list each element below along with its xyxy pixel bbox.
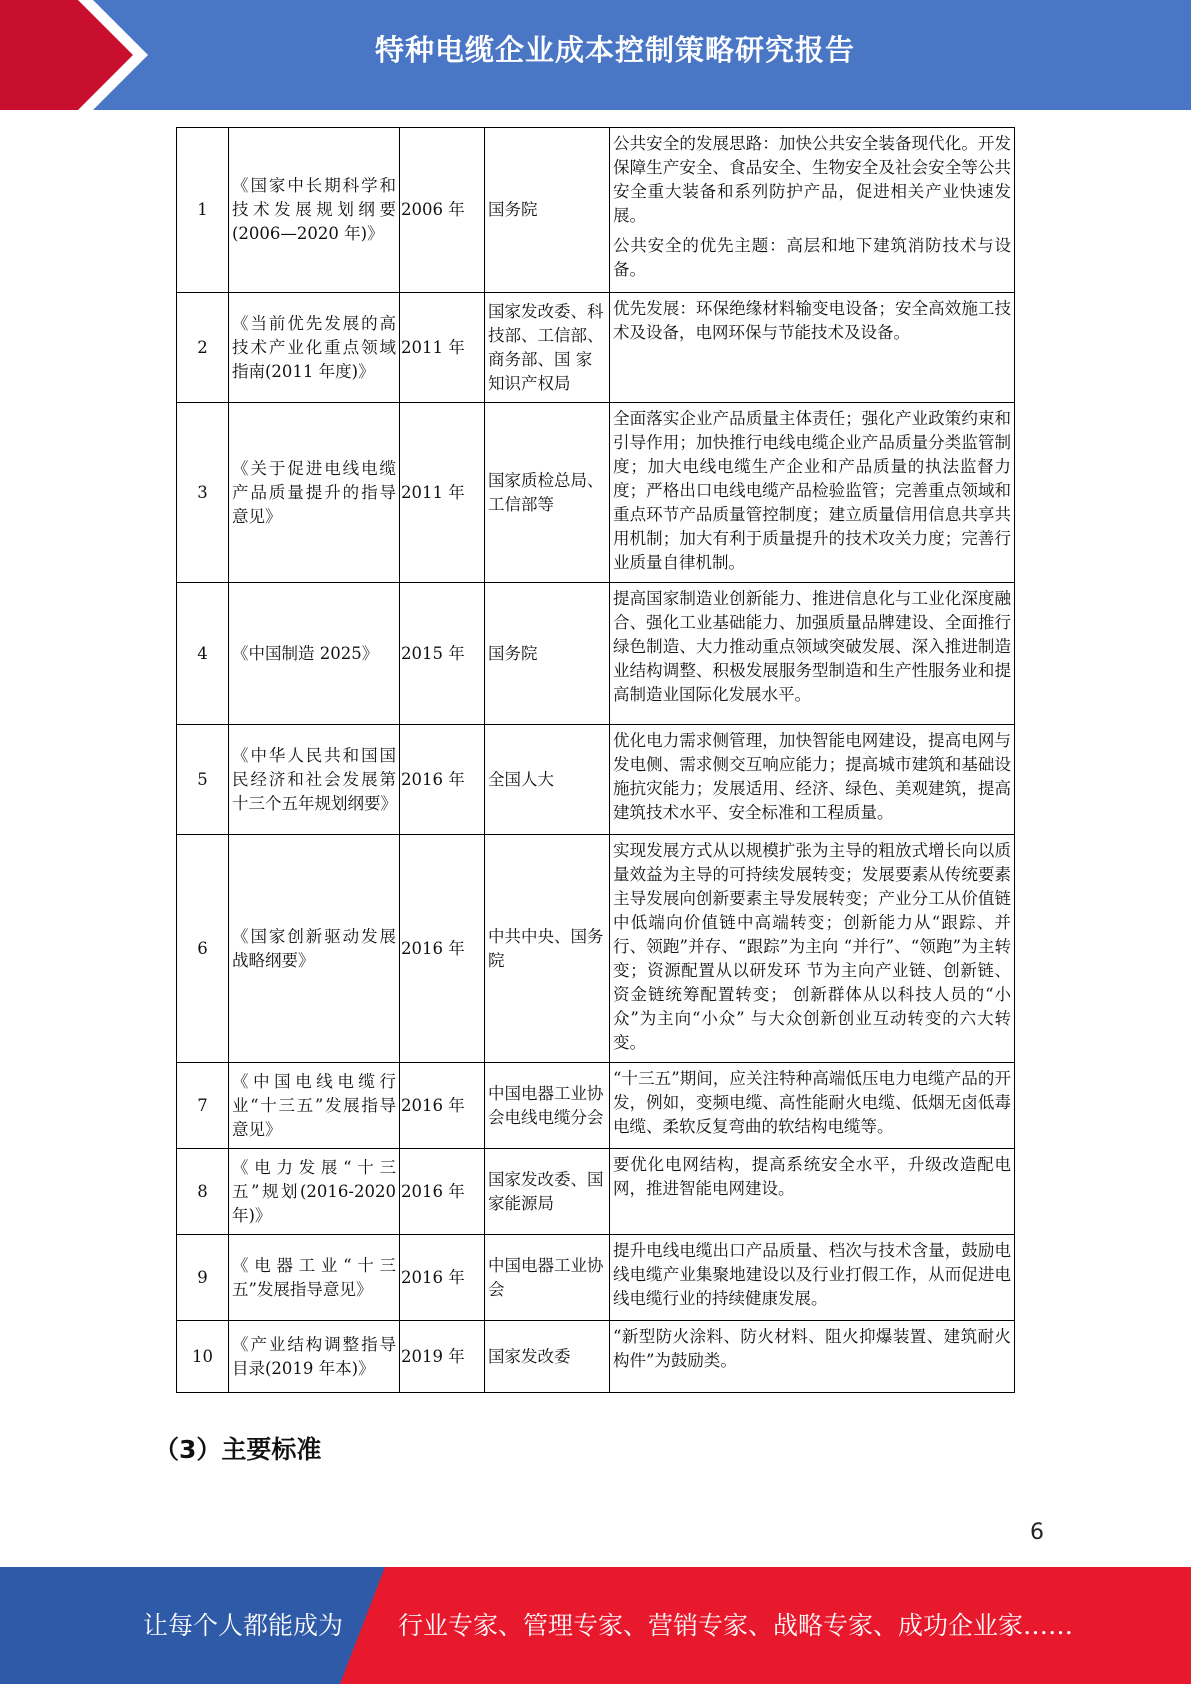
policy-table-container	[176, 127, 1014, 1393]
table-row	[177, 1063, 1015, 1149]
policy-year-cell: 2019 年	[400, 1321, 485, 1393]
issuing-department-cell: 国家发改委、国家能源局	[485, 1149, 610, 1235]
policy-table	[176, 127, 1015, 1393]
report-title: 特种电缆企业成本控制策略研究报告	[374, 33, 855, 67]
table-row	[177, 1321, 1015, 1393]
table-row	[177, 583, 1015, 725]
page-footer-banner	[0, 1567, 1191, 1684]
row-number-cell: 10	[177, 1321, 229, 1393]
row-number-cell: 1	[177, 128, 229, 293]
page-number: 6	[1030, 1520, 1044, 1545]
footer-slogan-right: 行业专家、管理专家、营销专家、战略专家、成功企业家……	[398, 1611, 1074, 1640]
table-row	[177, 1235, 1015, 1321]
issuing-department-cell: 中国电器工业协会	[485, 1235, 610, 1321]
policy-year-cell: 2011 年	[400, 293, 485, 403]
policy-content-cell	[610, 403, 1015, 583]
policy-content-paragraph: 全面落实企业产品质量主体责任；强化产业政策约束和引导作用；加快推行电线电缆企业产品质量分类监管制度；加大电线电缆生产企业和产品质量的执法监督力度；严格出口电线电缆产品检验监管；完善重点领域和重点环节产品质量管控制度；建立质量信用信息共享共用机制；加大有利于质量提升的技术攻关力度；完善行业质量自律机制。	[613, 409, 1011, 572]
issuing-department-cell: 国家发改委	[485, 1321, 610, 1393]
footer-slogan-left: 让每个人都能成为	[143, 1611, 344, 1640]
policy-content-paragraph: “新型防火涂料、防火材料、阻火抑爆装置、建筑耐火构件”为鼓励类。	[613, 1327, 1011, 1370]
policy-content-paragraph: 要优化电网结构，提高系统安全水平，升级改造配电网，推进智能电网建设。	[613, 1155, 1011, 1198]
policy-content-cell	[610, 725, 1015, 835]
row-number-cell: 5	[177, 725, 229, 835]
row-number-cell: 9	[177, 1235, 229, 1321]
table-row	[177, 128, 1015, 293]
policy-year-cell: 2016 年	[400, 1063, 485, 1149]
table-row	[177, 293, 1015, 403]
policy-name-cell: 《关于促进电线电缆产品质量提升的指导意见》	[229, 403, 400, 583]
policy-year-cell: 2016 年	[400, 1235, 485, 1321]
page-header-banner	[0, 0, 1191, 110]
policy-name-cell: 《电器工业“十三五”发展指导意见》	[229, 1235, 400, 1321]
table-row	[177, 403, 1015, 583]
table-row	[177, 725, 1015, 835]
table-row	[177, 835, 1015, 1063]
policy-content-cell	[610, 1321, 1015, 1393]
row-number-cell: 6	[177, 835, 229, 1063]
policy-name-cell: 《国家创新驱动发展战略纲要》	[229, 835, 400, 1063]
policy-name-cell: 《当前优先发展的高技术产业化重点领域指南(2011 年度)》	[229, 293, 400, 403]
issuing-department-cell: 国家发改委、科技部、工信部、商务部、国 家知识产权局	[485, 293, 610, 403]
policy-name-cell: 《中华人民共和国国民经济和社会发展第十三个五年规划纲要》	[229, 725, 400, 835]
policy-content-paragraph: 提高国家制造业创新能力、推进信息化与工业化深度融合、强化工业基础能力、加强质量品牌建设、全面推行绿色制造、大力推动重点领域突破发展、深入推进制造业结构调整、积极发展服务型制造和生产性服务业和提高制造业国际化发展水平。	[613, 589, 1011, 704]
policy-year-cell: 2016 年	[400, 725, 485, 835]
policy-content-paragraph: 优化电力需求侧管理，加快智能电网建设，提高电网与发电侧、需求侧交互响应能力；提高城市建筑和基础设施抗灾能力；发展适用、经济、绿色、美观建筑，提高建筑技术水平、安全标准和工程质量。	[613, 731, 1011, 822]
policy-year-cell: 2016 年	[400, 1149, 485, 1235]
policy-year-cell: 2011 年	[400, 403, 485, 583]
policy-name-cell: 《国家中长期科学和技术发展规划纲要(2006—2020 年)》	[229, 128, 400, 293]
row-number-cell: 3	[177, 403, 229, 583]
policy-content-cell	[610, 128, 1015, 293]
policy-content-cell	[610, 1063, 1015, 1149]
issuing-department-cell: 中共中央、国务院	[485, 835, 610, 1063]
policy-name-cell: 《产业结构调整指导目录(2019 年本)》	[229, 1321, 400, 1393]
table-row	[177, 1149, 1015, 1235]
policy-year-cell: 2015 年	[400, 583, 485, 725]
policy-year-cell: 2006 年	[400, 128, 485, 293]
issuing-department-cell: 国家质检总局、工信部等	[485, 403, 610, 583]
policy-content-paragraph: “十三五”期间，应关注特种高端低压电力电缆产品的开发，例如，变频电缆、高性能耐火电缆、低烟无卤低毒电缆、柔软反复弯曲的软结构电缆等。	[613, 1069, 1011, 1136]
policy-content-cell	[610, 293, 1015, 403]
policy-content-paragraph: 公共安全的发展思路：加快公共安全装备现代化。开发保障生产安全、食品安全、生物安全及社会安全等公共安全重大装备和系列防护产品，促进相关产业快速发展。	[613, 134, 1011, 225]
issuing-department-cell: 国务院	[485, 583, 610, 725]
issuing-department-cell: 国务院	[485, 128, 610, 293]
policy-content-paragraph: 优先发展：环保绝缘材料输变电设备；安全高效施工技术及设备，电网环保与节能技术及设备。	[613, 299, 1011, 342]
policy-name-cell: 《中国制造 2025》	[229, 583, 400, 725]
policy-content-paragraph: 公共安全的优先主题：高层和地下建筑消防技术与设备。	[613, 236, 1011, 279]
issuing-department-cell: 中国电器工业协会电线电缆分会	[485, 1063, 610, 1149]
issuing-department-cell: 全国人大	[485, 725, 610, 835]
policy-content-cell	[610, 1149, 1015, 1235]
row-number-cell: 7	[177, 1063, 229, 1149]
policy-content-cell	[610, 583, 1015, 725]
policy-year-cell: 2016 年	[400, 835, 485, 1063]
policy-name-cell: 《中国电线电缆行业“十三五”发展指导意见》	[229, 1063, 400, 1149]
section-heading: （3）主要标准	[154, 1435, 322, 1464]
policy-content-cell	[610, 1235, 1015, 1321]
policy-name-cell: 《电力发展“十三五”规划(2016-2020 年)》	[229, 1149, 400, 1235]
policy-content-cell	[610, 835, 1015, 1063]
row-number-cell: 8	[177, 1149, 229, 1235]
row-number-cell: 4	[177, 583, 229, 725]
row-number-cell: 2	[177, 293, 229, 403]
policy-content-paragraph: 实现发展方式从以规模扩张为主导的粗放式增长向以质量效益为主导的可持续发展转变；发展要素从传统要素主导发展向创新要素主导发展转变；产业分工从价值链中低端向价值链中高端转变；创新能力从“跟踪、并行、领跑”并存、“跟踪”为主向 “并行”、“领跑”为主转变；资源配置从以研发环 节为主向产业链、创新链、资金链统筹配置转变； 创新群体从以科技人员的“小众”为主向“小众” 与大众创新创业互动转变的六大转变。	[613, 841, 1011, 1052]
policy-content-paragraph: 提升电线电缆出口产品质量、档次与技术含量，鼓励电线电缆产业集聚地建设以及行业打假工作，从而促进电线电缆行业的持续健康发展。	[613, 1241, 1011, 1308]
